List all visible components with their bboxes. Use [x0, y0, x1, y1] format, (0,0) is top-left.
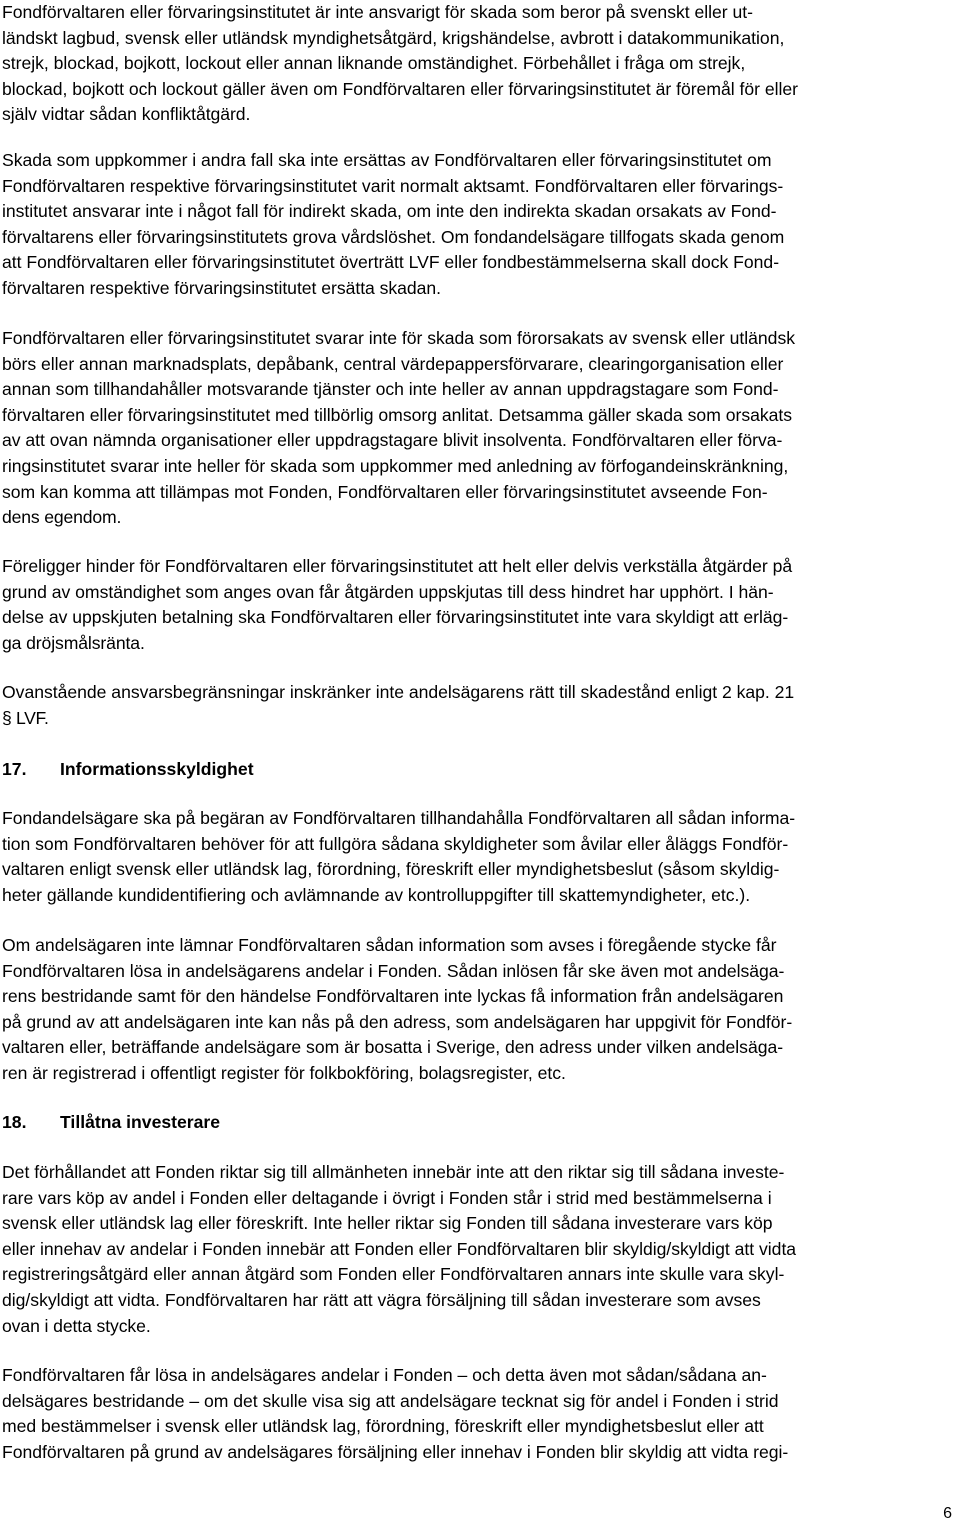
text-line: ga dröjsmålsränta.	[2, 632, 145, 653]
text-line: blockad, bojkott och lockout gäller även om Fondförvaltaren eller förvaringsinstitutet är föremål för eller	[2, 78, 798, 99]
text-line: förvaltarens eller förvaringsinstitutets grova vårdslöshet. Om fondandelsägare tillfogats skada genom	[2, 226, 785, 247]
text-line: strejk, blockad, bojkott, lockout eller annan liknande omständighet. Förbehållet i fråga om strejk,	[2, 53, 746, 74]
paragraph-postponement	[2, 554, 958, 656]
section-title: Informationsskyldighet	[60, 759, 254, 779]
text-line: ländskt lagbud, svensk eller utländsk myndighetsåtgärd, krigshändelse, avbrott i datakommunikation,	[2, 27, 785, 48]
text-line: svensk eller utländsk lag eller föreskrift. Inte heller riktar sig Fonden till sådana investerare vars köp	[2, 1213, 773, 1234]
text-line: Fondförvaltaren eller förvaringsinstitutet svarar inte för skada som förorsakats av svensk eller utländsk	[2, 328, 796, 348]
paragraph-liability-force-majeure	[2, 0, 958, 128]
text-line: Fondförvaltaren på grund av andelsägares försäljning eller innehav i Fonden blir skyldig att vidta regi-	[2, 1441, 789, 1462]
text-line: delse av uppskjuten betalning ska Fondförvaltaren eller förvaringsinstitutet inte vara skyldigt att erläg-	[2, 607, 789, 628]
paragraph-third-party-liability	[2, 326, 958, 531]
text-line: att Fondförvaltaren eller förvaringsinstitutet överträtt LVF eller fondbestämmelserna skall dock Fond-	[2, 252, 780, 273]
text-line: ovan i detta stycke.	[2, 1315, 151, 1336]
text-line: § LVF.	[2, 707, 49, 728]
text-line: Om andelsägaren inte lämnar Fondförvaltaren sådan information som avses i föregående stycke får	[2, 935, 777, 955]
section-heading-18	[2, 1110, 220, 1136]
text-line: som kan komma att tillämpas mot Fonden, Fondförvaltaren eller förvaringsinstitutet avseende Fon-	[2, 481, 768, 502]
text-line: rens bestridande samt för den händelse Fondförvaltaren inte lyckas få information från andelsägaren	[2, 986, 784, 1007]
section-number: 18.	[2, 1112, 27, 1132]
paragraph-forced-redemption	[2, 1363, 958, 1465]
text-line: förvaltaren respektive förvaringsinstitutet ersätta skadan.	[2, 277, 442, 298]
text-line: Ovanstående ansvarsbegränsningar inskränker inte andelsägarens rätt till skadestånd enligt 2 kap. 21	[2, 682, 795, 702]
text-line: ringsinstitutet svarar inte heller för skada som uppkommer med anledning av förfogandeinskränkning,	[2, 455, 789, 476]
text-line: Fondförvaltaren respektive förvaringsinstitutet varit normalt aktsamt. Fondförvaltaren eller förvarings-	[2, 175, 784, 196]
paragraph-information-duty	[2, 806, 958, 908]
paragraph-damages-other-cases	[2, 148, 958, 302]
page-number: 6	[943, 1505, 952, 1522]
section-heading-17	[2, 757, 254, 783]
text-line: valtaren eller, beträffande andelsägare som är bosatta i Sverige, den adress under vilken andelsäga-	[2, 1037, 784, 1058]
text-line: Fondförvaltaren eller förvaringsinstitutet är inte ansvarigt för skada som beror på svenskt eller ut-	[2, 2, 753, 22]
text-line: på grund av att andelsägaren inte kan nås på den adress, som andelsägaren har uppgivit för Fondför-	[2, 1011, 793, 1032]
text-line: med bestämmelser i svensk eller utländsk lag, förordning, föreskrift eller myndighetsbeslut eller att	[2, 1416, 764, 1437]
text-line: förvaltaren eller förvaringsinstitutet med tillbörlig omsorg anlitat. Detsamma gäller skada som orsakats	[2, 404, 793, 425]
text-line: delsägares bestridande – om det skulle visa sig att andelsägare tecknat sig för andel i Fonden i strid	[2, 1390, 779, 1411]
text-line: dens egendom.	[2, 507, 122, 528]
text-line: tion som Fondförvaltaren behöver för att fullgöra sådana skyldigheter som åvilar eller åläggs Fondför-	[2, 833, 789, 854]
text-line: själv vidtar sådan konfliktåtgärd.	[2, 104, 251, 125]
text-line: rare vars köp av andel i Fonden eller deltagande i övrigt i Fonden står i strid med bestämmelserna i	[2, 1187, 772, 1208]
paragraph-permitted-investors	[2, 1160, 958, 1339]
section-number: 17.	[2, 759, 27, 779]
text-line: av att ovan nämnda organisationer eller uppdragstagare blivit insolventa. Fondförvaltaren eller förva-	[2, 430, 783, 451]
text-line: dig/skyldigt att vidta. Fondförvaltaren har rätt att vägra försäljning till sådan investerare som avses	[2, 1289, 761, 1310]
text-line: grund av omständighet som anges ovan får åtgärden uppskjutas till dess hindret har upphört. I hän-	[2, 581, 774, 602]
text-line: börs eller annan marknadsplats, depåbank, central värdepappersförvarare, clearingorganisation eller	[2, 353, 784, 374]
paragraph-redemption-missing-info	[2, 933, 958, 1087]
text-line: Fondförvaltaren lösa in andelsägarens andelar i Fonden. Sådan inlösen får ske även mot andelsäga-	[2, 960, 785, 981]
text-line: ren är registrerad i offentligt register för folkbokföring, bolagsregister, etc.	[2, 1062, 566, 1083]
section-title: Tillåtna investerare	[60, 1112, 221, 1132]
text-line: registreringsåtgärd eller annan åtgärd som Fonden eller Fondförvaltaren annars inte skulle vara skyl-	[2, 1264, 785, 1285]
text-line: Fondandelsägare ska på begäran av Fondförvaltaren tillhandahålla Fondförvaltaren all sådan informa-	[2, 808, 796, 828]
text-line: institutet ansvarar inte i något fall för indirekt skada, om inte den indirekta skadan orsakats av Fond-	[2, 201, 777, 222]
text-line: Föreligger hinder för Fondförvaltaren eller förvaringsinstitutet att helt eller delvis verkställa åtgärder på	[2, 556, 793, 576]
text-line: Skada som uppkommer i andra fall ska inte ersättas av Fondförvaltaren eller förvaringsinstitutet om	[2, 150, 772, 170]
text-line: eller innehav av andelar i Fonden innebär att Fonden eller Fondförvaltaren blir skyldig/skyldigt att vidta	[2, 1238, 797, 1259]
paragraph-liability-limitations	[2, 680, 958, 731]
text-line: annan som tillhandahåller motsvarande tjänster och inte heller av annan uppdragstagare som Fond-	[2, 379, 779, 400]
text-line: Det förhållandet att Fonden riktar sig till allmänheten innebär inte att den riktar sig till sådana investe-	[2, 1162, 785, 1182]
text-line: valtaren enligt svensk eller utländsk lag, förordning, föreskrift eller myndighetsbeslut (såsom skyldig-	[2, 859, 780, 880]
text-line: Fondförvaltaren får lösa in andelsägares andelar i Fonden – och detta även mot sådan/sådana an-	[2, 1365, 767, 1385]
text-line: heter gällande kundidentifiering och avlämnande av kontrolluppgifter till skattemyndigheter, etc.).	[2, 884, 751, 905]
